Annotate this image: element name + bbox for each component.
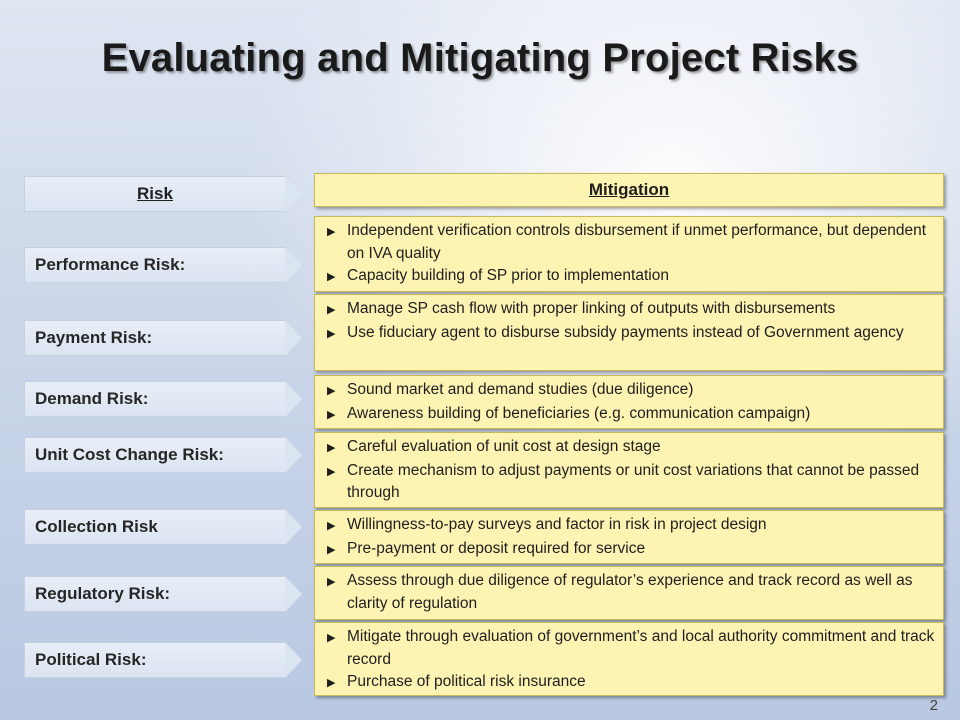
triangle-right-icon: ▶ — [327, 226, 336, 238]
risk-header — [24, 176, 286, 212]
bullet-text: Careful evaluation of unit cost at design stage — [347, 438, 661, 455]
risk-label-text: Payment Risk: — [35, 328, 153, 347]
mitigation-header-label: Mitigation — [588, 179, 670, 199]
mitigation-bullet — [327, 379, 935, 403]
mitigation-bullet — [327, 220, 935, 265]
bullet-text: Capacity building of SP prior to implementation — [347, 267, 669, 284]
mitigation-box-regulatory — [314, 566, 944, 620]
bullet-text: Use fiduciary agent to disburse subsidy payments instead of Government agency — [347, 323, 904, 341]
bullet-text: Mitigate through evaluation of government’s and local authority commitment and track record — [347, 628, 935, 668]
bullet-text: Independent verification controls disbursement if unmet performance, but dependent on IVA quality — [347, 222, 927, 262]
mitigation-bullet — [327, 460, 935, 505]
triangle-right-icon: ▶ — [327, 271, 336, 283]
mitigation-bullet — [327, 322, 935, 346]
bullet-text: Manage SP cash flow with proper linking of outputs with disbursements — [347, 300, 836, 317]
triangle-right-icon: ▶ — [327, 543, 336, 556]
mitigation-box-payment — [314, 294, 944, 371]
mitigation-box-collection — [314, 510, 944, 564]
mitigation-bullet — [327, 403, 935, 427]
triangle-right-icon: ▶ — [327, 385, 336, 397]
triangle-right-icon: ▶ — [327, 632, 336, 644]
bullet-text: Purchase of political risk insurance — [347, 673, 586, 690]
risk-header-label: Risk — [137, 184, 173, 203]
risk-label-regulatory — [24, 576, 286, 612]
bullet-text: Sound market and demand studies (due diligence) — [347, 381, 694, 398]
triangle-right-icon: ▶ — [327, 408, 336, 421]
triangle-right-icon: ▶ — [327, 327, 336, 340]
mitigation-box-demand — [314, 375, 944, 429]
risk-label-collection — [24, 509, 286, 545]
risk-label-unit-cost — [24, 437, 286, 473]
risk-label-political — [24, 642, 286, 678]
mitigation-bullet — [327, 436, 935, 460]
mitigation-bullet — [327, 298, 935, 322]
mitigation-bullet — [327, 514, 935, 538]
bullet-text: Create mechanism to adjust payments or unit cost variations that cannot be passed through — [347, 461, 920, 501]
mitigation-bullet — [327, 626, 935, 671]
triangle-right-icon: ▶ — [327, 520, 336, 532]
mitigation-header — [314, 173, 944, 207]
bullet-text: Pre-payment or deposit required for service — [347, 539, 646, 557]
bullet-text: Assess through due diligence of regulator’s experience and track record as well as clarity of regulation — [347, 572, 913, 612]
mitigation-box-unit-cost — [314, 432, 944, 508]
risk-label-text: Regulatory Risk: — [35, 584, 171, 603]
mitigation-bullet — [327, 570, 935, 615]
mitigation-bullet — [327, 265, 935, 289]
page-number: 2 — [929, 697, 938, 714]
triangle-right-icon: ▶ — [327, 576, 336, 588]
bullet-text: Willingness-to-pay surveys and factor in risk in project design — [347, 516, 767, 533]
risk-label-text: Demand Risk: — [35, 389, 149, 408]
mitigation-box-political — [314, 622, 944, 696]
bullet-text: Awareness building of beneficiaries (e.g. communication campaign) — [347, 404, 811, 422]
triangle-right-icon: ▶ — [327, 465, 336, 478]
mitigation-bullet — [327, 538, 935, 562]
risk-label-payment — [24, 320, 286, 356]
triangle-right-icon: ▶ — [327, 677, 336, 689]
risk-label-text: Collection Risk — [35, 517, 158, 536]
slide-title: Evaluating and Mitigating Project Risks — [101, 36, 859, 80]
risk-label-text: Unit Cost Change Risk: — [35, 445, 224, 464]
risk-label-performance — [24, 247, 286, 283]
risk-label-demand — [24, 381, 286, 417]
mitigation-box-performance — [314, 216, 944, 292]
risk-label-text: Performance Risk: — [35, 255, 186, 274]
risk-label-text: Political Risk: — [35, 650, 147, 669]
mitigation-bullet — [327, 671, 935, 695]
triangle-right-icon: ▶ — [327, 442, 336, 454]
triangle-right-icon: ▶ — [327, 304, 336, 316]
